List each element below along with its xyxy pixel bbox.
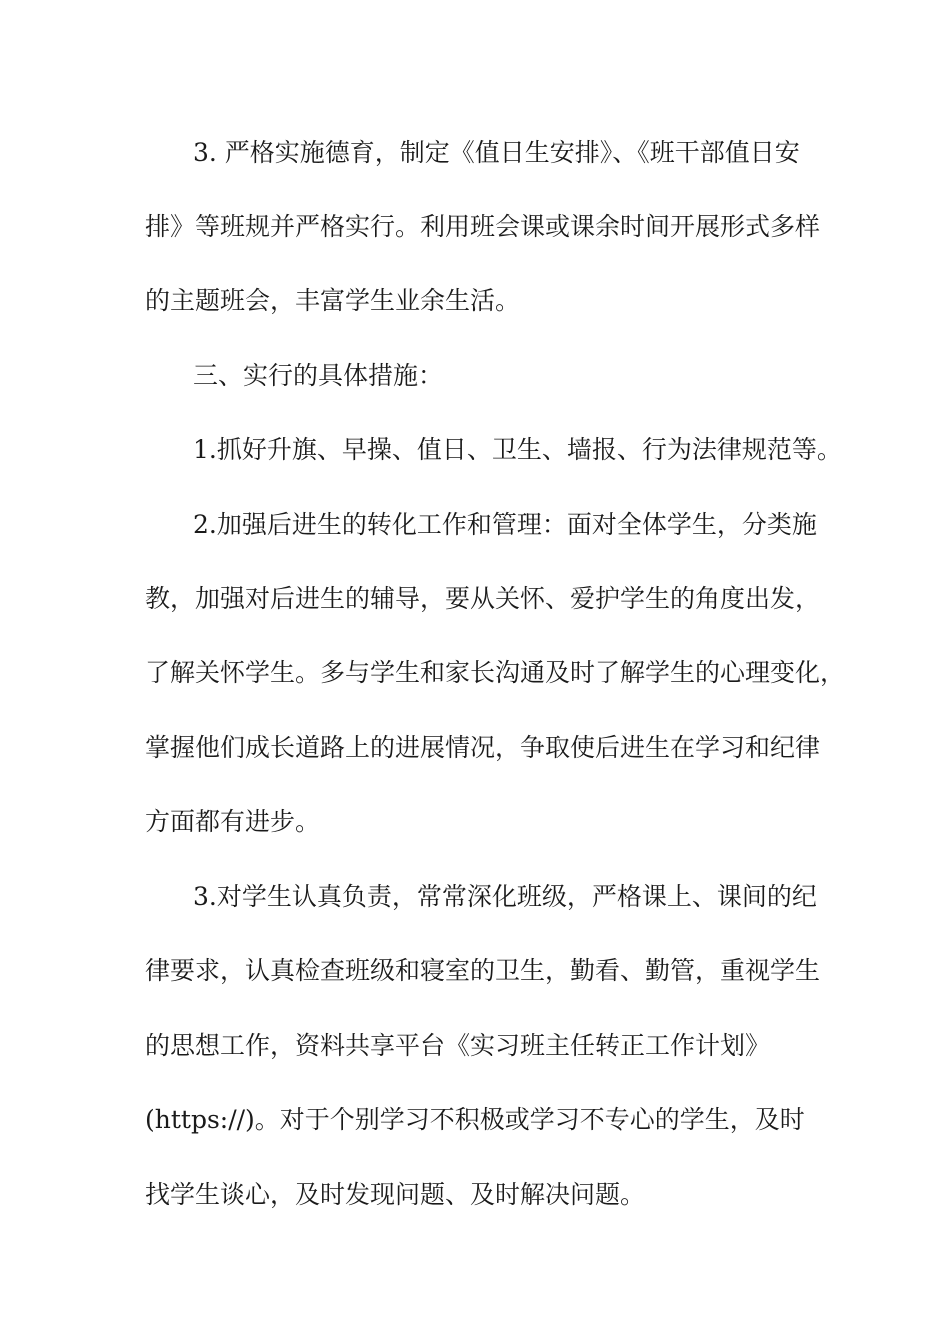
text-line: 了解关怀学生。多与学生和家长沟通及时了解学生的心理变化， bbox=[145, 658, 846, 687]
text-line: 的思想工作，资料共享平台《实习班主任转正工作计划》 bbox=[145, 1031, 771, 1060]
text-line: (https://)。对于个别学习不积极或学习不专心的学生，及时 bbox=[145, 1105, 805, 1134]
text-line: 2.加强后进生的转化工作和管理：面对全体学生，分类施 bbox=[193, 510, 817, 539]
text-line: 律要求，认真检查班级和寝室的卫生，勤看、勤管，重视学生 bbox=[145, 956, 821, 985]
text-line: 排》等班规并严格实行。利用班会课或课余时间开展形式多样 bbox=[145, 212, 821, 241]
text-line: 1.抓好升旗、早操、值日、卫生、墙报、行为法律规范等。 bbox=[193, 435, 842, 464]
text-line: 找学生谈心，及时发现问题、及时解决问题。 bbox=[145, 1180, 646, 1209]
text-line: 方面都有进步。 bbox=[145, 807, 321, 836]
text-line: 3. 严格实施德育，制定《值日生安排》、《班干部值日安 bbox=[193, 138, 800, 167]
section-heading: 三、实行的具体措施： bbox=[193, 361, 444, 390]
text-line: 教，加强对后进生的辅导，要从关怀、爱护学生的角度出发， bbox=[145, 584, 821, 613]
text-line: 的主题班会，丰富学生业余生活。 bbox=[145, 286, 521, 315]
text-line: 3.对学生认真负责，常常深化班级，严格课上、课间的纪 bbox=[193, 882, 817, 911]
text-line: 掌握他们成长道路上的进展情况，争取使后进生在学习和纪律 bbox=[145, 733, 821, 762]
